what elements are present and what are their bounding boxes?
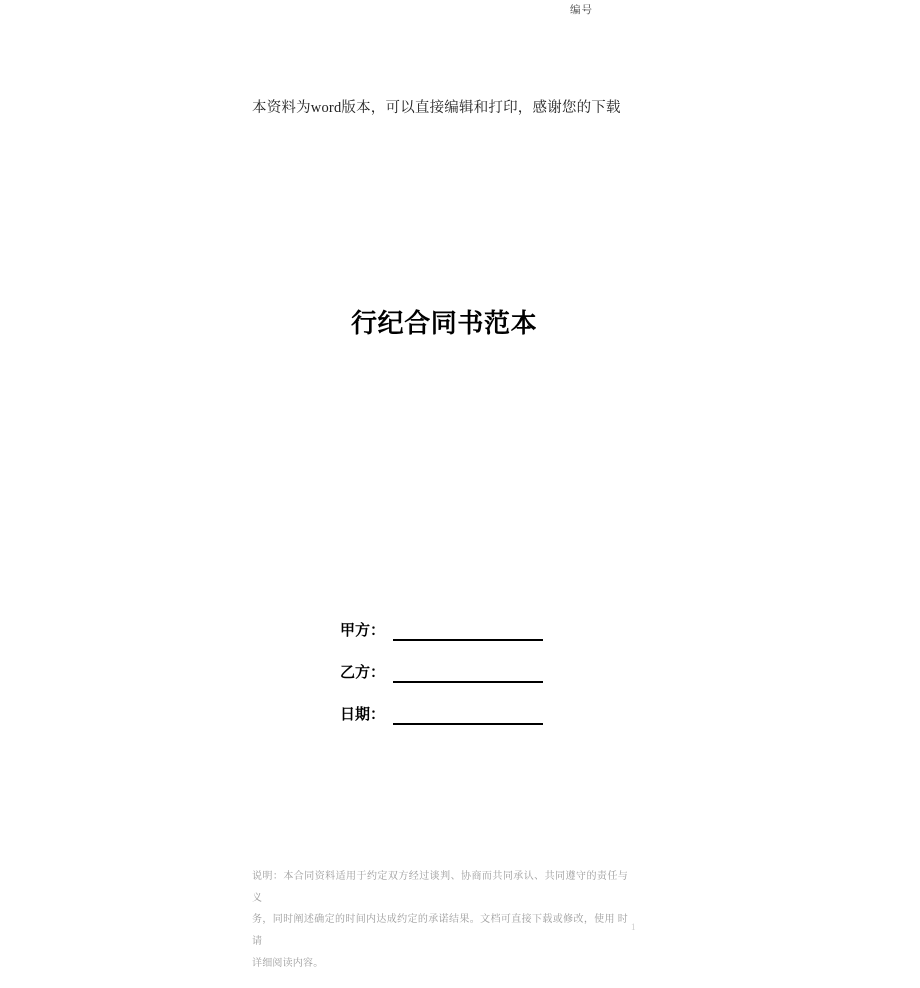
- document-title: 行纪合同书范本: [351, 309, 538, 338]
- form-row-party-b: [340, 662, 543, 683]
- page-number: 1: [631, 922, 636, 932]
- date-fill-line[interactable]: [393, 703, 543, 725]
- note-line: 说明：本合同资料适用于约定双方经过谈判、协商而共同承认、共同遵守的责任与 义: [252, 871, 628, 904]
- date-label: 日期：: [340, 706, 386, 723]
- party-a-label: 甲方：: [340, 622, 386, 639]
- doc-number-label: 编号: [570, 5, 593, 16]
- form-row-party-a: [340, 620, 543, 641]
- party-a-fill-line[interactable]: [393, 619, 543, 641]
- signature-form: [340, 620, 543, 746]
- form-row-date: [340, 704, 543, 725]
- note-line: 务，同时阐述确定的时间内达成约定的承诺结果。文档可直接下载或修改，使用 时请: [252, 914, 628, 948]
- intro-text: 本资料为word版本，可以直接编辑和打印，感谢您的下载: [252, 100, 621, 116]
- disclaimer-note: [252, 866, 628, 975]
- party-b-label: 乙方：: [340, 664, 386, 681]
- party-b-fill-line[interactable]: [393, 661, 543, 683]
- note-line: 详细阅读内容。: [252, 957, 324, 969]
